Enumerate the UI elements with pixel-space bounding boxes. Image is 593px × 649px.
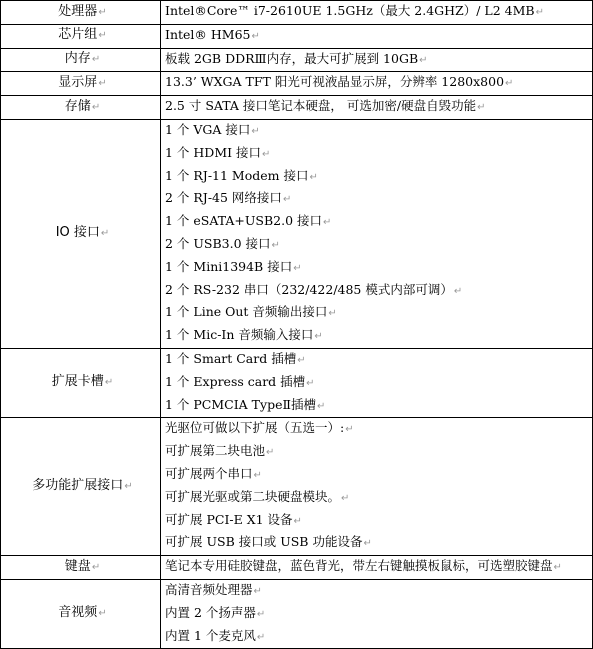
spec-value-text: 1 个 RJ-11 Modem 接口	[165, 167, 309, 183]
paragraph-mark-icon: ↵	[314, 331, 323, 343]
spec-value-text: 2 个 RS-232 串口（232/422/485 模式内部可调）	[165, 281, 453, 297]
paragraph-mark-icon: ↵	[323, 217, 332, 229]
spec-value-text: 1 个 Mic-In 音频输入接口	[165, 327, 314, 343]
spec-label-cell	[1, 24, 161, 48]
spec-value-line	[165, 1, 592, 24]
spec-label-cell	[1, 96, 161, 120]
spec-label: 处理器	[58, 3, 98, 19]
spec-value-line	[165, 211, 592, 234]
spec-value-text: 内置 1 个麦克风	[165, 627, 256, 643]
paragraph-mark-icon: ↵	[266, 447, 275, 459]
spec-value-text: 2.5 寸 SATA 接口笔记本硬盘， 可选加密/硬盘自毁功能	[165, 98, 477, 114]
spec-value-line	[165, 395, 592, 418]
paragraph-mark-icon: ↵	[98, 30, 107, 42]
spec-value-line	[165, 626, 592, 649]
spec-value-text: 1 个 Line Out 音频输出接口	[165, 304, 328, 320]
spec-row	[1, 72, 593, 96]
spec-value-text: 1 个 Express card 插槽	[165, 373, 306, 389]
spec-value-line	[165, 510, 592, 533]
spec-row	[1, 418, 593, 556]
spec-label: 芯片组	[58, 27, 98, 43]
paragraph-mark-icon: ↵	[553, 562, 562, 574]
spec-value-cell	[161, 48, 593, 72]
paragraph-mark-icon: ↵	[282, 194, 292, 206]
paragraph-mark-icon: ↵	[98, 6, 107, 18]
paragraph-mark-icon: ↵	[253, 585, 262, 597]
paragraph-mark-icon: ↵	[535, 7, 544, 18]
spec-value-line	[165, 257, 592, 280]
paragraph-mark-icon: ↵	[297, 354, 306, 366]
spec-label-cell	[1, 119, 161, 348]
spec-row	[1, 348, 593, 417]
spec-label: 内存	[64, 51, 91, 67]
spec-value-line	[165, 603, 592, 626]
spec-value-text: Intel® HM65	[165, 26, 251, 42]
spec-value-line	[165, 441, 592, 464]
paragraph-mark-icon: ↵	[293, 515, 302, 527]
spec-value-line	[165, 166, 592, 189]
spec-value-cell	[161, 72, 593, 96]
spec-label-cell	[1, 556, 161, 580]
spec-value-text: 1 个 PCMCIA TypeⅡ插槽	[165, 396, 316, 412]
spec-value-cell	[161, 348, 593, 417]
spec-value-line	[165, 556, 592, 579]
spec-value-text: 1 个 VGA 接口	[165, 121, 251, 137]
spec-label: 显示屏	[58, 74, 98, 90]
spec-value-line	[165, 120, 592, 143]
spec-value-line	[165, 580, 592, 603]
spec-value-text: 可扩展两个串口	[165, 465, 253, 481]
paragraph-mark-icon: ↵	[256, 608, 266, 620]
spec-value-text: 可扩展光驱或第二块硬盘模块。	[165, 488, 341, 504]
spec-label: IO 接口	[55, 225, 100, 241]
spec-row	[1, 96, 593, 120]
spec-value-line	[165, 188, 592, 211]
spec-value-cell	[161, 96, 593, 120]
spec-value-text: 高清音频处理器	[165, 581, 253, 597]
spec-value-cell	[161, 579, 593, 648]
spec-value-line	[165, 464, 592, 487]
spec-label: 扩展卡槽	[51, 374, 104, 390]
spec-value-line	[165, 25, 592, 48]
spec-label: 键盘	[64, 558, 91, 574]
spec-value-text: 2 个 RJ-45 网络接口	[165, 190, 282, 206]
spec-value-line	[165, 234, 592, 257]
paragraph-mark-icon: ↵	[271, 239, 280, 251]
spec-value-line	[165, 72, 592, 95]
spec-value-cell	[161, 418, 593, 556]
spec-value-cell	[161, 24, 593, 48]
spec-label-cell	[1, 1, 161, 25]
spec-value-text: 可扩展 USB 接口或 USB 功能设备	[165, 534, 363, 550]
paragraph-mark-icon: ↵	[251, 125, 260, 137]
spec-label: 音视频	[58, 605, 98, 621]
spec-value-line	[165, 349, 592, 372]
spec-value-text: 1 个 eSATA+USB2.0 接口	[165, 213, 322, 229]
spec-value-text: 1 个 HDMI 接口	[165, 144, 262, 160]
paragraph-mark-icon: ↵	[91, 54, 101, 66]
paragraph-mark-icon: ↵	[316, 400, 326, 412]
paragraph-mark-icon: ↵	[477, 102, 486, 114]
spec-row	[1, 1, 593, 25]
spec-value-cell	[161, 556, 593, 580]
spec-value-line	[165, 418, 592, 441]
paragraph-mark-icon: ↵	[100, 228, 110, 240]
paragraph-mark-icon: ↵	[328, 308, 337, 320]
spec-value-text: 1 个 Mini1394B 接口	[165, 258, 293, 274]
paragraph-mark-icon: ↵	[453, 285, 463, 297]
spec-value-line	[165, 325, 592, 348]
paragraph-mark-icon: ↵	[251, 30, 260, 42]
paragraph-mark-icon: ↵	[419, 54, 428, 66]
spec-value-line	[165, 143, 592, 166]
spec-value-text: 光驱位可做以下扩展（五选一）:	[165, 420, 345, 436]
spec-row	[1, 556, 593, 580]
spec-value-line	[165, 302, 592, 325]
paragraph-mark-icon: ↵	[262, 148, 271, 160]
paragraph-mark-icon: ↵	[306, 377, 315, 389]
paragraph-mark-icon: ↵	[341, 492, 350, 504]
spec-value-text: 1 个 Smart Card 插槽	[165, 350, 297, 366]
spec-label-cell	[1, 72, 161, 96]
spec-label: 多功能扩展接口	[32, 477, 124, 493]
paragraph-mark-icon: ↵	[104, 377, 114, 389]
spec-row	[1, 119, 593, 348]
paragraph-mark-icon: ↵	[256, 631, 266, 643]
paragraph-mark-icon: ↵	[98, 77, 107, 89]
spec-value-text: 2 个 USB3.0 接口	[165, 235, 271, 251]
spec-value-line	[165, 280, 592, 303]
spec-value-line	[165, 96, 592, 119]
spec-value-line	[165, 372, 592, 395]
spec-value-text: Intel®Core™ i7-2610UE 1.5GHz（最大 2.4GHZ）/ L2 4MB	[165, 3, 535, 18]
paragraph-mark-icon: ↵	[253, 469, 262, 481]
spec-value-text: 内置 2 个扬声器	[165, 604, 256, 620]
spec-label-cell	[1, 418, 161, 556]
spec-label-cell	[1, 579, 161, 648]
spec-value-line	[165, 532, 592, 555]
spec-row	[1, 579, 593, 648]
paragraph-mark-icon: ↵	[124, 480, 133, 492]
paragraph-mark-icon: ↵	[98, 608, 107, 620]
spec-table-body	[1, 1, 593, 649]
spec-row	[1, 24, 593, 48]
paragraph-mark-icon: ↵	[91, 561, 101, 573]
spec-value-text: 板载 2GB DDRⅢ内存，最大可扩展到 10GB	[165, 50, 419, 66]
spec-value-text: 可扩展第二块电池	[165, 443, 266, 459]
spec-value-text: 笔记本专用硅胶键盘，蓝色背光，带左右键触摸板鼠标，可选塑胶键盘	[165, 558, 553, 574]
spec-label-cell	[1, 48, 161, 72]
paragraph-mark-icon: ↵	[363, 538, 372, 550]
spec-label: 存储	[64, 98, 91, 114]
spec-value-line	[165, 487, 592, 510]
spec-value-line	[165, 49, 592, 72]
paragraph-mark-icon: ↵	[91, 101, 101, 113]
spec-value-cell	[161, 1, 593, 25]
spec-value-cell	[161, 119, 593, 348]
paragraph-mark-icon: ↵	[505, 78, 514, 90]
spec-label-cell	[1, 348, 161, 417]
spec-value-text: 可扩展 PCI-E X1 设备	[165, 511, 293, 527]
paragraph-mark-icon: ↵	[309, 171, 318, 183]
paragraph-mark-icon: ↵	[345, 424, 354, 436]
spec-value-text: 13.3’ WXGA TFT 阳光可视液晶显示屏，分辨率 1280x800	[165, 74, 505, 90]
spec-row	[1, 48, 593, 72]
paragraph-mark-icon: ↵	[293, 262, 302, 274]
